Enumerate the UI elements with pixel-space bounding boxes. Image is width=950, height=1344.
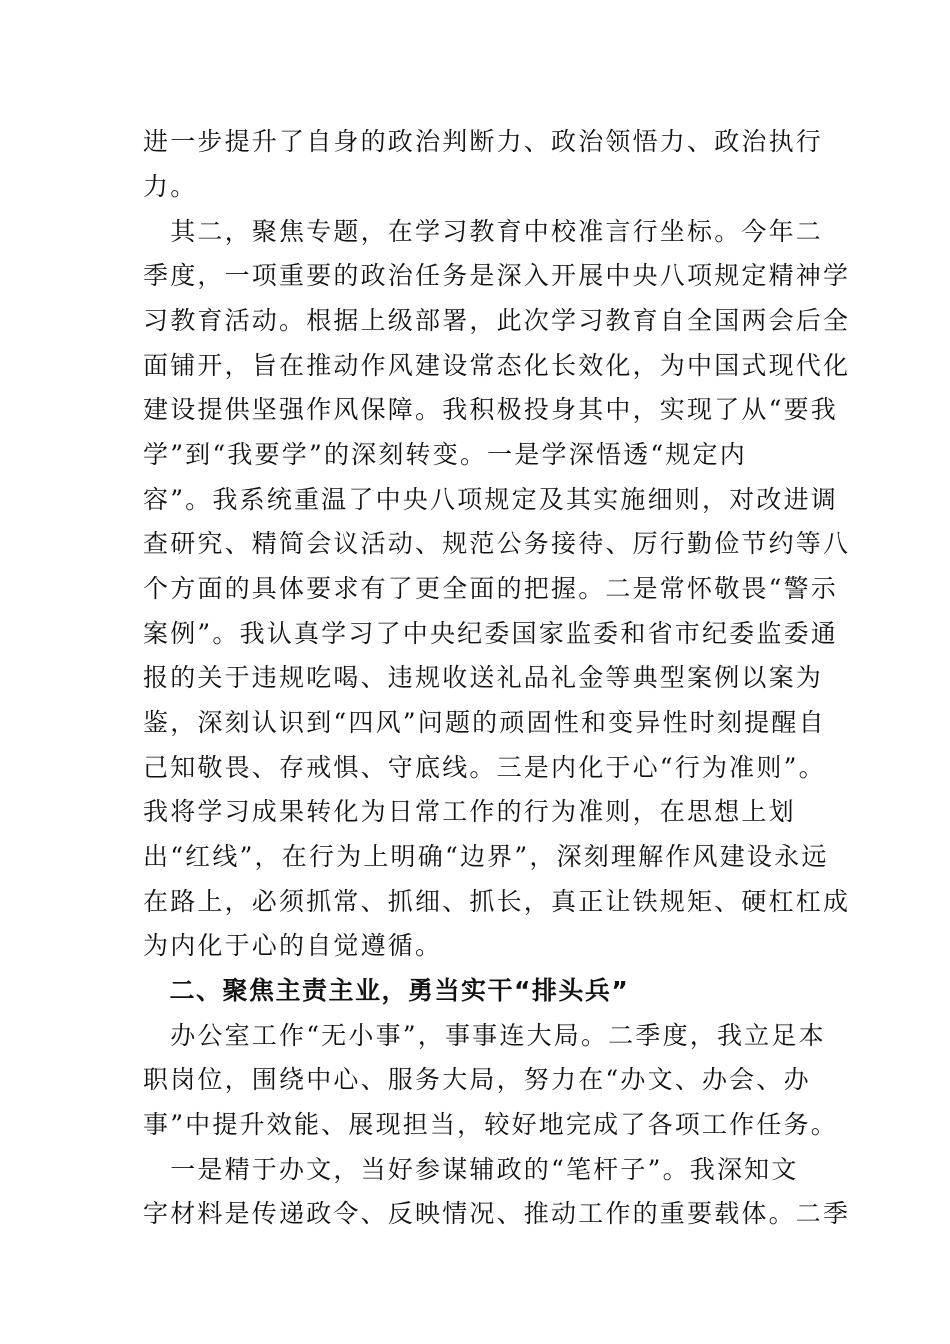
- text-line: 己知敬畏、存戒惧、守底线。三是内化于心“行为准则”。: [143, 753, 826, 782]
- text-line: 案例”。我认真学习了中央纪委国家监委和省市纪委监委通: [143, 619, 838, 648]
- text-line: 出“红线”，在行为上明确“边界”，深刻理解作风建设永远: [143, 842, 829, 871]
- text-line: 一是精于办文，当好参谋辅政的“笔杆子”。我深知文: [143, 1155, 799, 1184]
- text-line: 鉴，深刻认识到“四风”问题的顽固性和变异性时刻提醒自: [143, 708, 826, 737]
- text-line: 职岗位，围绕中心、服务大局，努力在“办文、办会、办: [143, 1065, 811, 1094]
- text-line: 面铺开，旨在推动作风建设常态化长效化，为中国式现代化: [143, 351, 851, 380]
- text-line: 季度，一项重要的政治任务是深入开展中央八项规定精神学: [143, 261, 851, 290]
- text-line: 建设提供坚强作风保障。我积极投身其中，实现了从“要我: [143, 395, 838, 424]
- text-line: 进一步提升了自身的政治判断力、政治领悟力、政治执行: [143, 127, 824, 156]
- text-line: 查研究、精简会议活动、规范公务接待、厉行勤俭节约等八: [143, 529, 851, 558]
- section-heading: 二、聚焦主责主业，勇当实干“排头兵”: [143, 976, 630, 1005]
- text-line: 我将学习成果转化为日常工作的行为准则，在思想上划: [143, 797, 796, 826]
- text-line: 其二，聚焦专题，在学习教育中校准言行坐标。今年二: [143, 217, 824, 246]
- text-line: 事”中提升效能、展现担当，较好地完成了各项工作任务。: [143, 1110, 838, 1139]
- text-line: 习教育活动。根据上级部署，此次学习教育自全国两会后全: [143, 306, 851, 335]
- text-line: 力。: [143, 172, 198, 201]
- text-line: 字材料是传递政令、反映情况、推动工作的重要载体。二季: [143, 1199, 851, 1228]
- text-line: 报的关于违规吃喝、违规收送礼品礼金等典型案例以案为: [143, 663, 824, 692]
- text-line: 办公室工作“无小事”，事事连大局。二季度，我立足本: [143, 1021, 826, 1050]
- text-line: 容”。我系统重温了中央八项规定及其实施细则，对改进调: [143, 485, 838, 514]
- text-line: 在路上，必须抓常、抓细、抓长，真正让铁规矩、硬杠杠成: [143, 887, 851, 916]
- text-line: 为内化于心的自觉遵循。: [143, 931, 443, 960]
- text-line: 个方面的具体要求有了更全面的把握。二是常怀敬畏“警示: [143, 574, 838, 603]
- text-line: 学”到“我要学”的深刻转变。一是学深悟透“规定内: [143, 440, 747, 469]
